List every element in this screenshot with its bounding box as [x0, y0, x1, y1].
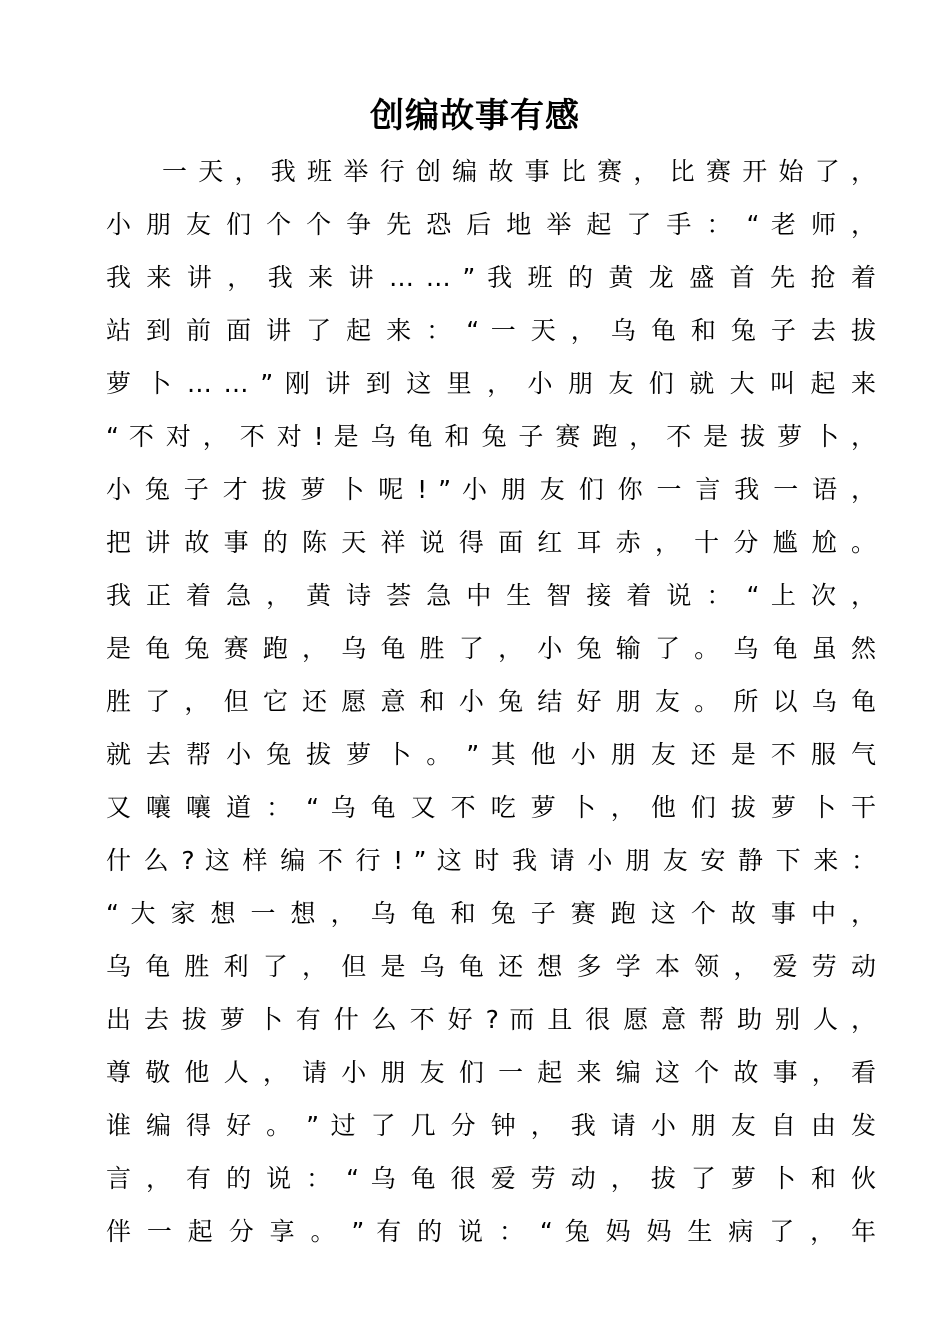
document-title: 创编故事有感	[370, 96, 580, 136]
text-line: “ 不 对 ， 不 对 ! 是 乌 龟 和 兔 子 赛 跑 ， 不 是 拔 萝 卜 ，	[106, 422, 876, 451]
body-text	[106, 148, 876, 1261]
text-line: 萝 卜 … … ” 刚 讲 到 这 里 ， 小 朋 友 们 就 大 叫 起 来	[106, 369, 876, 398]
text-line: 什 么 ? 这 样 编 不 行 ! ” 这 时 我 请 小 朋 友 安 静 下 来 ：	[106, 846, 876, 875]
text-line: 又 嚷 嚷 道 ： “ 乌 龟 又 不 吃 萝 卜 ， 他 们 拔 萝 卜 干	[106, 793, 876, 822]
text-line: 乌 龟 胜 利 了 ， 但 是 乌 龟 还 想 多 学 本 领 ， 爱 劳 动	[106, 952, 876, 981]
text-line: 谁 编 得 好 。 ” 过 了 几 分 钟 ， 我 请 小 朋 友 自 由 发	[106, 1111, 876, 1140]
text-line: 小 朋 友 们 个 个 争 先 恐 后 地 举 起 了 手 ： “ 老 师 ，	[106, 210, 876, 239]
text-line: 我 来 讲 ， 我 来 讲 … … ” 我 班 的 黄 龙 盛 首 先 抢 着	[106, 263, 876, 292]
text-line: 言 ， 有 的 说 ： “ 乌 龟 很 爱 劳 动 ， 拔 了 萝 卜 和 伙	[106, 1164, 876, 1193]
text-line: 站 到 前 面 讲 了 起 来 ： “ 一 天 ， 乌 龟 和 兔 子 去 拔	[106, 316, 876, 345]
text-line: 我 正 着 急 ， 黄 诗 荟 急 中 生 智 接 着 说 ： “ 上 次 ，	[106, 581, 876, 610]
text-line: 一 天 ， 我 班 举 行 创 编 故 事 比 赛 ， 比 赛 开 始 了 ，	[162, 157, 876, 186]
text-line: 胜 了 ， 但 它 还 愿 意 和 小 兔 结 好 朋 友 。 所 以 乌 龟	[106, 687, 876, 716]
text-line: 就 去 帮 小 兔 拔 萝 卜 。 ” 其 他 小 朋 友 还 是 不 服 气	[106, 740, 876, 769]
text-line: “ 大 家 想 一 想 ， 乌 龟 和 兔 子 赛 跑 这 个 故 事 中 ，	[106, 899, 876, 928]
text-line: 把 讲 故 事 的 陈 天 祥 说 得 面 红 耳 赤 ， 十 分 尴 尬 。	[106, 528, 876, 557]
text-line: 小 兔 子 才 拔 萝 卜 呢 ! ” 小 朋 友 们 你 一 言 我 一 语 ，	[106, 475, 876, 504]
text-line: 是 龟 兔 赛 跑 ， 乌 龟 胜 了 ， 小 兔 输 了 。 乌 龟 虽 然	[106, 634, 876, 663]
text-line: 出 去 拔 萝 卜 有 什 么 不 好 ? 而 且 很 愿 意 帮 助 别 人 ，	[106, 1005, 876, 1034]
text-line: 尊 敬 他 人 ， 请 小 朋 友 们 一 起 来 编 这 个 故 事 ， 看	[106, 1058, 876, 1087]
text-line: 伴 一 起 分 享 。 ” 有 的 说 ： “ 兔 妈 妈 生 病 了 ， 年	[106, 1217, 876, 1246]
